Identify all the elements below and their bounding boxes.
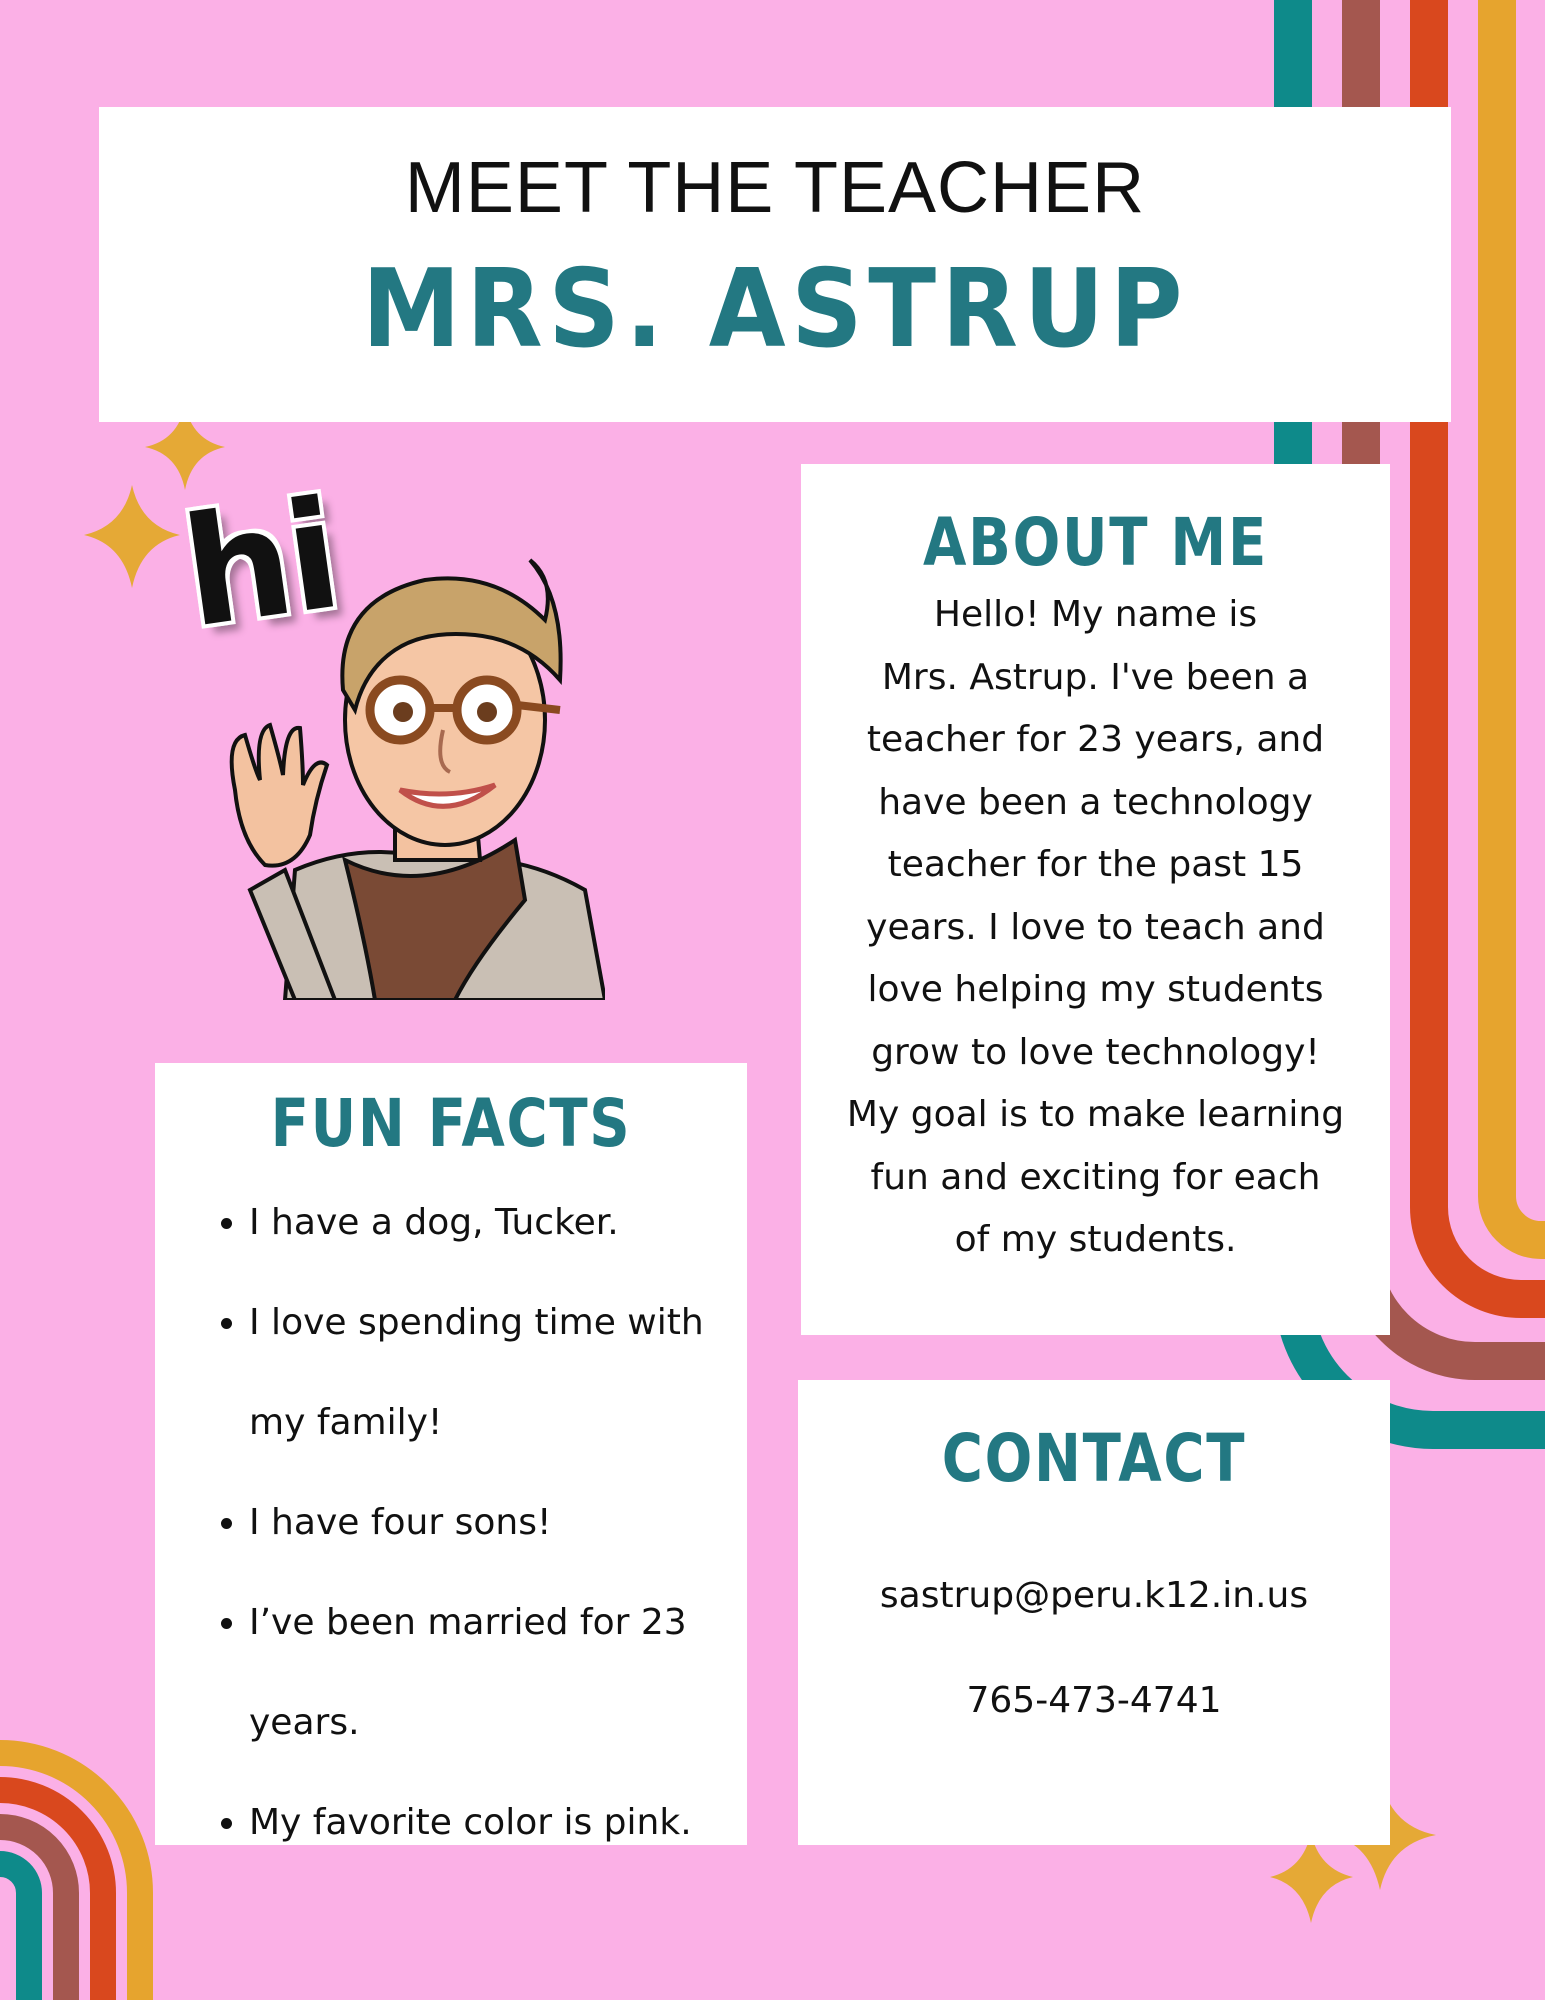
waving-teacher-avatar-icon bbox=[225, 540, 605, 1000]
list-item: • I’ve been married for 23 years. bbox=[249, 1573, 727, 1773]
fun-facts-card bbox=[155, 1063, 747, 1845]
fun-facts-list bbox=[205, 1173, 727, 1873]
about-line: fun and exciting for each bbox=[870, 1156, 1321, 1198]
list-item: • I have a dog, Tucker. bbox=[249, 1173, 727, 1273]
contact-phone[interactable]: 765-473-4741 bbox=[966, 1680, 1222, 1721]
about-line: teacher for 23 years, and bbox=[866, 719, 1325, 760]
sparkle-icon bbox=[1270, 1833, 1353, 1923]
about-line: Hello! My name is bbox=[933, 594, 1258, 635]
about-me-card bbox=[801, 464, 1390, 1335]
fun-facts-title: FUN FACTS bbox=[270, 1085, 632, 1162]
about-me-body bbox=[831, 584, 1360, 1272]
list-item: • I have four sons! bbox=[249, 1473, 727, 1573]
about-me-title: ABOUT ME bbox=[923, 504, 1268, 581]
contact-card bbox=[798, 1380, 1390, 1845]
hi-greeting: hi bbox=[173, 468, 347, 662]
about-line: have been a technology bbox=[878, 781, 1313, 823]
page-title: MRS. ASTRUP bbox=[361, 247, 1189, 372]
about-line: teacher for the past 15 bbox=[887, 844, 1304, 885]
contact-title: CONTACT bbox=[941, 1420, 1247, 1497]
contact-email[interactable]: sastrup@peru.k12.in.us bbox=[879, 1575, 1309, 1616]
about-line: years. I love to teach and bbox=[866, 906, 1325, 948]
about-line: grow to love technology! bbox=[871, 1031, 1320, 1073]
stripe-gold bbox=[1497, 0, 1545, 1240]
about-line: My goal is to make learning bbox=[846, 1094, 1345, 1135]
header-eyebrow: MEET THE TEACHER bbox=[404, 148, 1146, 228]
sparkle-icon bbox=[84, 485, 180, 588]
list-item: • My favorite color is pink. bbox=[249, 1773, 727, 1873]
about-line: of my students. bbox=[954, 1219, 1237, 1260]
about-line: Mrs. Astrup. I've been a bbox=[881, 656, 1310, 698]
about-line: love helping my students bbox=[867, 969, 1324, 1010]
header-card bbox=[99, 107, 1451, 422]
stripe-bl-teal bbox=[0, 1864, 29, 2000]
list-item: • I love spending time with my family! bbox=[249, 1273, 727, 1473]
